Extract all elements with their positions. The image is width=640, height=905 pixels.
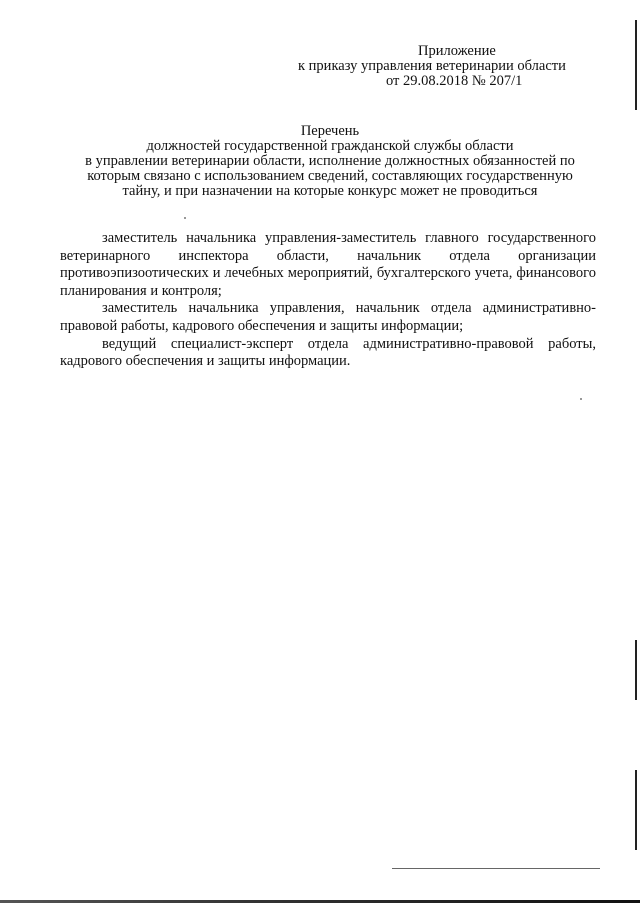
position-item: заместитель начальника управления, начальник отдела административно-правовой работы, кадрового обеспечения и защиты информации; — [60, 300, 596, 334]
positions-list — [60, 230, 596, 371]
position-item: ведущий специалист-эксперт отдела административно-правовой работы, кадрового обеспечения и защиты информации. — [60, 335, 596, 370]
scan-edge-mark — [635, 20, 637, 110]
title-line-2: в управлении ветеринарии области, исполнение должностных обязанностей по — [85, 153, 575, 169]
position-item: заместитель начальника управления-заместитель главного государственного ветеринарного инспектора области, начальник отдела организации противоэпизоотических и лечебных мероприятий, бухгалтерского учета, финансового планирования и контроля; — [60, 230, 596, 299]
scan-speck — [580, 398, 582, 400]
signature-line — [392, 868, 600, 869]
scan-edge-mark — [635, 640, 637, 700]
document-title — [60, 124, 600, 199]
appendix-date-number: от 29.08.2018 № 207/1 — [386, 73, 523, 89]
scan-bottom-edge — [0, 900, 640, 903]
title-line-3: которым связано с использованием сведений, составляющих государственную — [87, 168, 573, 184]
scan-speck — [184, 217, 186, 219]
appendix-header — [290, 44, 590, 89]
title-line-4: тайну, и при назначении на которые конкурс может не проводиться — [122, 183, 538, 199]
scan-edge-mark — [635, 770, 637, 850]
appendix-order-reference: к приказу управления ветеринарии области — [298, 58, 566, 74]
appendix-label: Приложение — [418, 43, 496, 59]
title-line-1: должностей государственной гражданской службы области — [146, 138, 514, 154]
title-heading: Перечень — [300, 123, 360, 139]
